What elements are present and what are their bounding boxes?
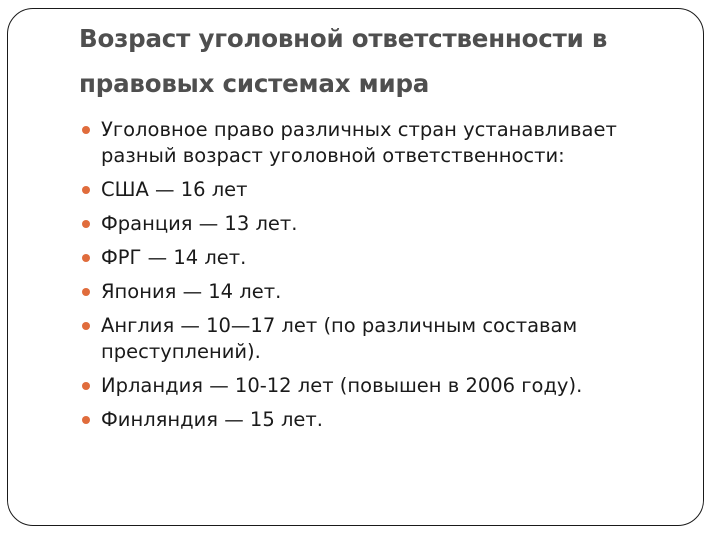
- bullet-text: Ирландия — 10-12 лет (повышен в 2006 году).: [101, 374, 583, 397]
- bullet-dot-icon: [82, 254, 90, 262]
- slide-title: Возраст уголовной ответственности в правовых системах мира: [79, 24, 608, 98]
- bullet-item-england: [78, 313, 678, 365]
- bullet-item-japan: [78, 279, 678, 305]
- bullet-dot-icon: [82, 288, 90, 296]
- bullet-dot-icon: [82, 126, 90, 134]
- bullet-list: [78, 117, 678, 441]
- bullet-dot-icon: [82, 186, 90, 194]
- bullet-dot-icon: [82, 382, 90, 390]
- bullet-item-france: [78, 211, 678, 237]
- bullet-item-intro: [78, 117, 678, 169]
- bullet-text: США — 16 лет: [101, 178, 248, 201]
- bullet-dot-icon: [82, 416, 90, 424]
- bullet-item-finland: [78, 407, 678, 433]
- bullet-text: Англия — 10—17 лет (по различным составам преступлений).: [101, 314, 578, 363]
- bullet-dot-icon: [82, 220, 90, 228]
- bullet-text: ФРГ — 14 лет.: [101, 246, 247, 269]
- bullet-item-frg: [78, 245, 678, 271]
- bullet-item-usa: [78, 177, 678, 203]
- bullet-text: Япония — 14 лет.: [101, 280, 282, 303]
- bullet-text: Финляндия — 15 лет.: [101, 408, 323, 431]
- bullet-item-ireland: [78, 373, 678, 399]
- bullet-dot-icon: [82, 322, 90, 330]
- bullet-text: Уголовное право различных стран устанавливает разный возраст уголовной ответственности:: [101, 118, 617, 167]
- bullet-text: Франция — 13 лет.: [101, 212, 298, 235]
